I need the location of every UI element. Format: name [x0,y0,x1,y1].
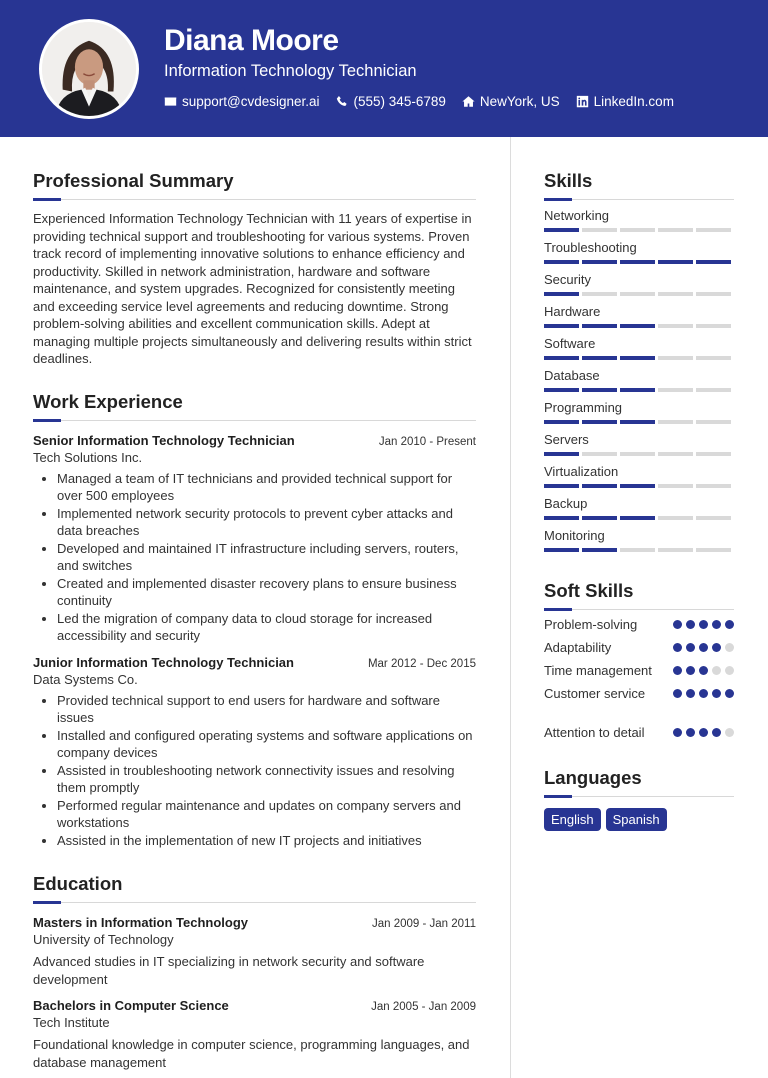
rating-dot [686,689,695,698]
education-dates: Jan 2005 - Jan 2009 [371,1001,476,1013]
rating-dot [699,666,708,675]
skill-level-segment [620,388,655,392]
skill-level-segment [658,388,693,392]
rating-dot [673,620,682,629]
skill-level-segment [696,420,731,424]
skill-level-meter [544,548,734,552]
skill-level-segment [658,452,693,456]
rating-dot [686,728,695,737]
skill-item [544,208,734,232]
skill-name: Security [544,272,591,287]
skill-level-segment [620,516,655,520]
skill-level-segment [544,484,579,488]
soft-skill-name: Customer service [544,686,646,701]
rating-dot [699,728,708,737]
summary-heading: Professional Summary [33,170,476,200]
contact-linkedin[interactable] [576,94,674,109]
skill-level-segment [658,260,693,264]
skill-level-segment [620,228,655,232]
skill-level-segment [582,356,617,360]
job-bullet: • Created and implemented disaster recovery plans to ensure business continuity [57,575,476,610]
language-badge: Spanish [606,808,667,831]
skill-level-meter [544,420,734,424]
job-bullet: • Managed a team of IT technicians and provided technical support for over 500 employees [57,470,476,505]
skill-level-meter [544,388,734,392]
main-column [33,170,476,1071]
job-entry [33,655,476,850]
skill-level-meter [544,516,734,520]
contact-phone[interactable] [336,94,446,109]
contact-list [164,94,674,109]
education-degree: Bachelors in Computer Science [33,998,229,1013]
skill-level-segment [696,324,731,328]
skill-level-segment [544,228,579,232]
skill-level-segment [658,548,693,552]
skill-level-segment [582,548,617,552]
job-bullets [33,470,476,645]
linkedin-icon [576,95,589,108]
skill-item [544,432,734,456]
soft-skill-rating [673,643,734,652]
soft-skill-name: Problem-solving [544,617,638,632]
column-divider [510,137,511,1078]
skill-level-segment [620,420,655,424]
skill-level-meter [544,260,734,264]
soft-skill-item [544,662,734,679]
skill-level-segment [582,516,617,520]
education-description: Advanced studies in IT specializing in network security and software development [33,954,425,987]
skill-item [544,272,734,296]
languages-heading: Languages [544,767,734,797]
skill-level-segment [620,260,655,264]
job-dates: Jan 2010 - Present [378,435,476,448]
job-bullet: • Assisted in troubleshooting network connectivity issues and resolving them promptly [57,762,476,797]
skill-level-segment [582,420,617,424]
job-bullet: • Assisted in the implementation of new IT projects and initiatives [57,832,476,850]
skill-level-segment [582,292,617,296]
skill-name: Backup [544,496,588,511]
job-role: Senior Information Technology Technician [33,432,295,448]
soft-skill-name: Adaptability [544,640,612,655]
job-bullet: • Implemented network security protocols to prevent cyber attacks and data breaches [57,505,476,540]
rating-dot [699,643,708,652]
education-heading: Education [33,873,476,903]
skill-name: Servers [544,432,589,447]
sidebar-column [544,170,734,831]
soft-skill-item [544,639,734,656]
contact-email[interactable] [164,94,320,109]
job-entry [33,433,476,645]
rating-dot [673,666,682,675]
skill-level-segment [544,260,579,264]
skill-level-segment [696,228,731,232]
rating-dot [699,689,708,698]
skill-level-segment [658,516,693,520]
rating-dot [712,666,721,675]
education-school: University of Technology [33,932,174,947]
skill-level-meter [544,228,734,232]
skill-level-segment [582,324,617,328]
skill-level-segment [582,388,617,392]
skill-name: Programming [544,400,623,415]
education-dates: Jan 2009 - Jan 2011 [371,918,476,930]
phone-icon [336,95,349,108]
rating-dot [673,689,682,698]
skill-level-meter [544,324,734,328]
skill-level-segment [658,228,693,232]
skill-item [544,240,734,264]
education-description: Foundational knowledge in computer science, programming languages, and database management [33,1037,470,1070]
job-company: Tech Solutions Inc. [33,449,143,465]
skill-level-segment [696,292,731,296]
rating-dot [712,728,721,737]
contact-phone-text: (555) 345-6789 [353,94,446,109]
rating-dot [725,643,734,652]
skill-level-segment [620,356,655,360]
language-badge: English [544,808,601,831]
skill-level-segment [620,484,655,488]
skill-level-segment [658,356,693,360]
candidate-name: Diana Moore [164,24,339,57]
soft-skill-rating [673,666,734,675]
education-entry [33,915,476,988]
soft-skills-heading: Soft Skills [544,580,734,610]
contact-location-text: NewYork, US [479,94,560,109]
skill-level-segment [696,452,731,456]
skill-level-segment [544,324,579,328]
home-icon [462,95,475,108]
soft-skill-item [544,616,734,633]
skill-level-segment [696,356,731,360]
skill-level-segment [658,420,693,424]
skill-level-segment [582,484,617,488]
contact-location [462,94,560,109]
soft-skill-name: Time management [544,663,652,678]
job-role: Junior Information Technology Technician [33,654,294,670]
skill-name: Database [544,368,600,383]
summary-text: Experienced Information Technology Technician with 11 years of expertise in providing technical support and troubleshooting for various systems. Proven track record of implementing innovative solutions to enhance efficiency and productivity. Skilled in network administration, hardware and software maintenance, and system upgrades. Recognized for consistently meeting and exceeding service level agreements and reducing downtime. Strong problem-solving abilities and excellent communication skills. Adept at managing multiple projects simultaneously and delivering results within strict deadlines. [33,211,472,366]
skill-name: Monitoring [544,528,605,543]
rating-dot [686,643,695,652]
contact-linkedin-text: LinkedIn.com [593,94,674,109]
rating-dot [725,620,734,629]
skill-name: Hardware [544,304,601,319]
rating-dot [686,620,695,629]
skill-level-segment [696,388,731,392]
job-dates: Mar 2012 - Dec 2015 [367,657,476,670]
skill-name: Software [544,336,596,351]
header-banner [0,0,768,137]
skill-level-segment [582,260,617,264]
rating-dot [673,643,682,652]
languages-list [544,808,734,831]
skill-level-segment [620,452,655,456]
skill-level-segment [544,420,579,424]
skill-level-segment [696,516,731,520]
skill-item [544,496,734,520]
job-bullet: • Performed regular maintenance and updates on company servers and workstations [57,797,476,832]
job-bullets [33,692,476,850]
skill-level-segment [620,548,655,552]
rating-dot [725,689,734,698]
envelope-icon [164,95,177,108]
skill-item [544,400,734,424]
skill-level-meter [544,484,734,488]
soft-skill-rating [673,620,734,629]
rating-dot [686,666,695,675]
education-degree: Masters in Information Technology [33,915,249,930]
rating-dot [712,620,721,629]
skill-item [544,368,734,392]
soft-skill-rating [673,689,734,698]
skill-level-segment [696,260,731,264]
skill-level-segment [544,292,579,296]
soft-skill-name: Attention to detail [544,725,645,740]
rating-dot [699,620,708,629]
skill-item [544,336,734,360]
skill-level-meter [544,356,734,360]
skill-level-meter [544,452,734,456]
skills-heading: Skills [544,170,734,200]
skill-item [544,304,734,328]
profile-photo [39,19,139,119]
skill-level-segment [658,484,693,488]
education-entry [33,998,476,1071]
skill-level-segment [696,548,731,552]
experience-heading: Work Experience [33,391,476,421]
skill-level-segment [696,484,731,488]
candidate-title: Information Technology Technician [164,62,417,80]
rating-dot [712,643,721,652]
skill-name: Virtualization [544,464,619,479]
skill-level-segment [544,356,579,360]
soft-skill-item [544,685,734,702]
skill-level-segment [582,228,617,232]
skill-level-meter [544,292,734,296]
skill-name: Networking [544,208,610,223]
skill-level-segment [544,388,579,392]
education-school: Tech Institute [33,1015,110,1030]
skill-level-segment [658,292,693,296]
skill-level-segment [620,324,655,328]
skills-list [544,208,734,552]
rating-dot [673,728,682,737]
skill-level-segment [620,292,655,296]
skill-level-segment [582,452,617,456]
skill-name: Troubleshooting [544,240,637,255]
soft-skill-rating [673,728,734,737]
skill-level-segment [658,324,693,328]
rating-dot [712,689,721,698]
skill-item [544,528,734,552]
skill-level-segment [544,548,579,552]
job-bullet: • Led the migration of company data to cloud storage for increased accessibility and security [57,610,476,645]
skill-level-segment [544,452,579,456]
rating-dot [725,728,734,737]
contact-email-text: support@cvdesigner.ai [182,94,320,109]
skill-item [544,464,734,488]
skill-level-segment [544,516,579,520]
job-company: Data Systems Co. [33,671,138,687]
soft-skill-item [544,724,734,741]
job-bullet: • Installed and configured operating systems and software applications on company devices [57,727,476,762]
job-bullet: • Developed and maintained IT infrastructure including servers, routers, and switches [57,540,476,575]
job-bullet: • Provided technical support to end users for hardware and software issues [57,692,476,727]
rating-dot [725,666,734,675]
soft-skills-list [544,616,734,741]
